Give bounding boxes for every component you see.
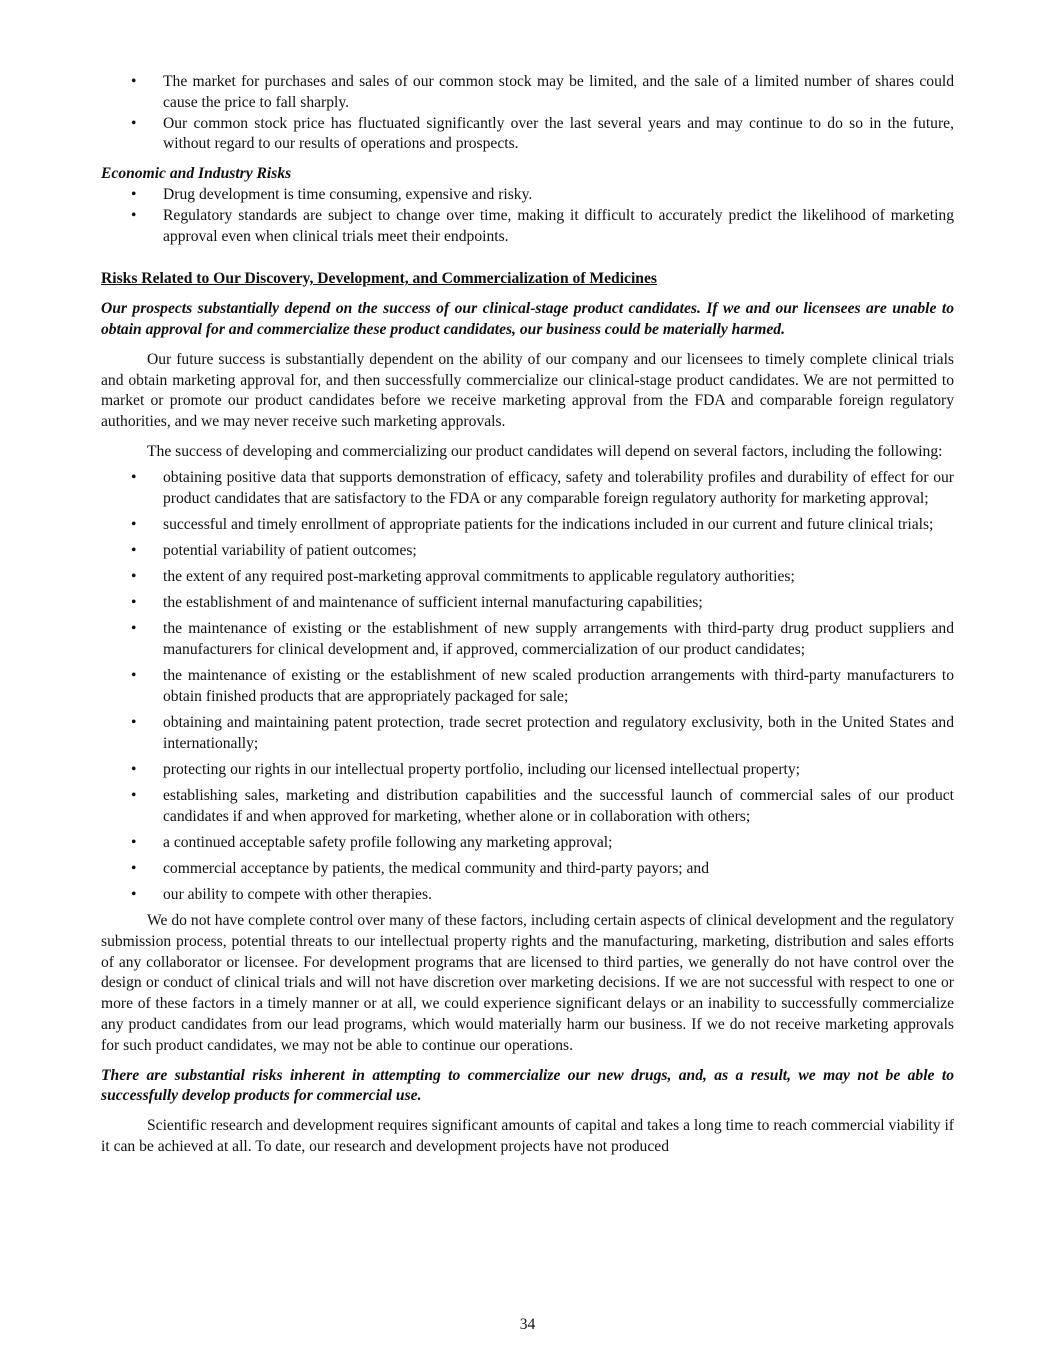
economic-risks-heading: Economic and Industry Risks: [101, 165, 292, 183]
list-item: • establishing sales, marketing and distribution capabilities and the successful launch of commercial sales of our product candidates if and when approved for marketing, whether alone or in collaboration with others;: [101, 786, 954, 828]
list-item: • successful and timely enrollment of appropriate patients for the indications included in our current and future clinical trials;: [101, 515, 954, 536]
document-page: [101, 72, 954, 1158]
list-item: • a continued acceptable safety profile following any marketing approval;: [101, 833, 954, 854]
list-item: • obtaining positive data that supports demonstration of efficacy, safety and tolerability profiles and durability of effect for our product candidates that are satisfactory to the FDA or any comparable foreign regulatory authority for marketing approval;: [101, 468, 954, 510]
paragraph: Our future success is substantially dependent on the ability of our company and our licensees to timely complete clinical trials and obtain marketing approval for, and then successfully commercialize our clinical-stage product candidates. We are not permitted to market or promote our product candidates before we receive marketing approval from the FDA and comparable foreign regulatory authorities, and we may never receive such marketing approvals.: [101, 350, 954, 431]
page-number: 34: [519, 1316, 536, 1333]
list-item: • The market for purchases and sales of our common stock may be limited, and the sale of a limited number of shares could cause the price to fall sharply.: [101, 72, 954, 114]
economic-bullet-list: [101, 185, 954, 247]
intro-bullet-list: [101, 72, 954, 155]
list-item: • commercial acceptance by patients, the medical community and third-party payors; and: [101, 859, 954, 880]
list-item: • the establishment of and maintenance of sufficient internal manufacturing capabilities;: [101, 593, 954, 614]
list-item: • Drug development is time consuming, expensive and risky.: [101, 185, 954, 206]
list-item: • the extent of any required post-marketing approval commitments to applicable regulatory authorities;: [101, 567, 954, 588]
list-item: • protecting our rights in our intellectual property portfolio, including our licensed intellectual property;: [101, 760, 954, 781]
paragraph: Scientific research and development requires significant amounts of capital and takes a long time to reach commercial viability if it can be achieved at all. To date, our research and development projects have not produced: [101, 1117, 954, 1155]
list-item: • the maintenance of existing or the establishment of new scaled production arrangements with third-party manufacturers to obtain finished products that are appropriately packaged for sale;: [101, 666, 954, 708]
list-item: • the maintenance of existing or the establishment of new supply arrangements with third-party drug product suppliers and manufacturers for clinical development and, if approved, commercialization of our product candidates;: [101, 619, 954, 661]
factors-bullet-list: [101, 468, 954, 906]
list-item: • Regulatory standards are subject to change over time, making it difficult to accurately predict the likelihood of marketing approval even when clinical trials meet their endpoints.: [101, 206, 954, 248]
list-item: • obtaining and maintaining patent protection, trade secret protection and regulatory exclusivity, both in the United States and internationally;: [101, 713, 954, 755]
list-item: • potential variability of patient outcomes;: [101, 541, 954, 562]
risk-heading-2: There are substantial risks inherent in attempting to commercialize our new drugs, and, as a result, we may not be able to successfully develop products for commercial use.: [101, 1066, 954, 1105]
paragraph: The success of developing and commercializing our product candidates will depend on several factors, including the following:: [147, 442, 943, 460]
risk-heading-1: Our prospects substantially depend on the success of our clinical-stage product candidates. If we and our licensees are unable to obtain approval for and commercialize these product candidates, our business could be materially harmed.: [101, 300, 954, 338]
section-title: Risks Related to Our Discovery, Development, and Commercialization of Medicines: [101, 270, 657, 288]
list-item: • our ability to compete with other therapies.: [101, 885, 954, 906]
paragraph: We do not have complete control over many of these factors, including certain aspects of clinical development and the regulatory submission process, potential threats to our intellectual property rights and the manufacturing, marketing, distribution and sales efforts of any collaborator or licensee. For development programs that are licensed to third parties, we generally do not have control over the design or conduct of clinical trials and will not have discretion over marketing decisions. If we are not successful with respect to one or more of these factors in a timely manner or at all, we could experience significant delays or an inability to successfully commercialize any product candidates from our lead programs, which would materially harm our business. If we do not receive marketing approvals for such product candidates, we may not be able to continue our operations.: [101, 911, 954, 1054]
list-item: • Our common stock price has fluctuated significantly over the last several years and may continue to do so in the future, without regard to our results of operations and prospects.: [101, 114, 954, 156]
